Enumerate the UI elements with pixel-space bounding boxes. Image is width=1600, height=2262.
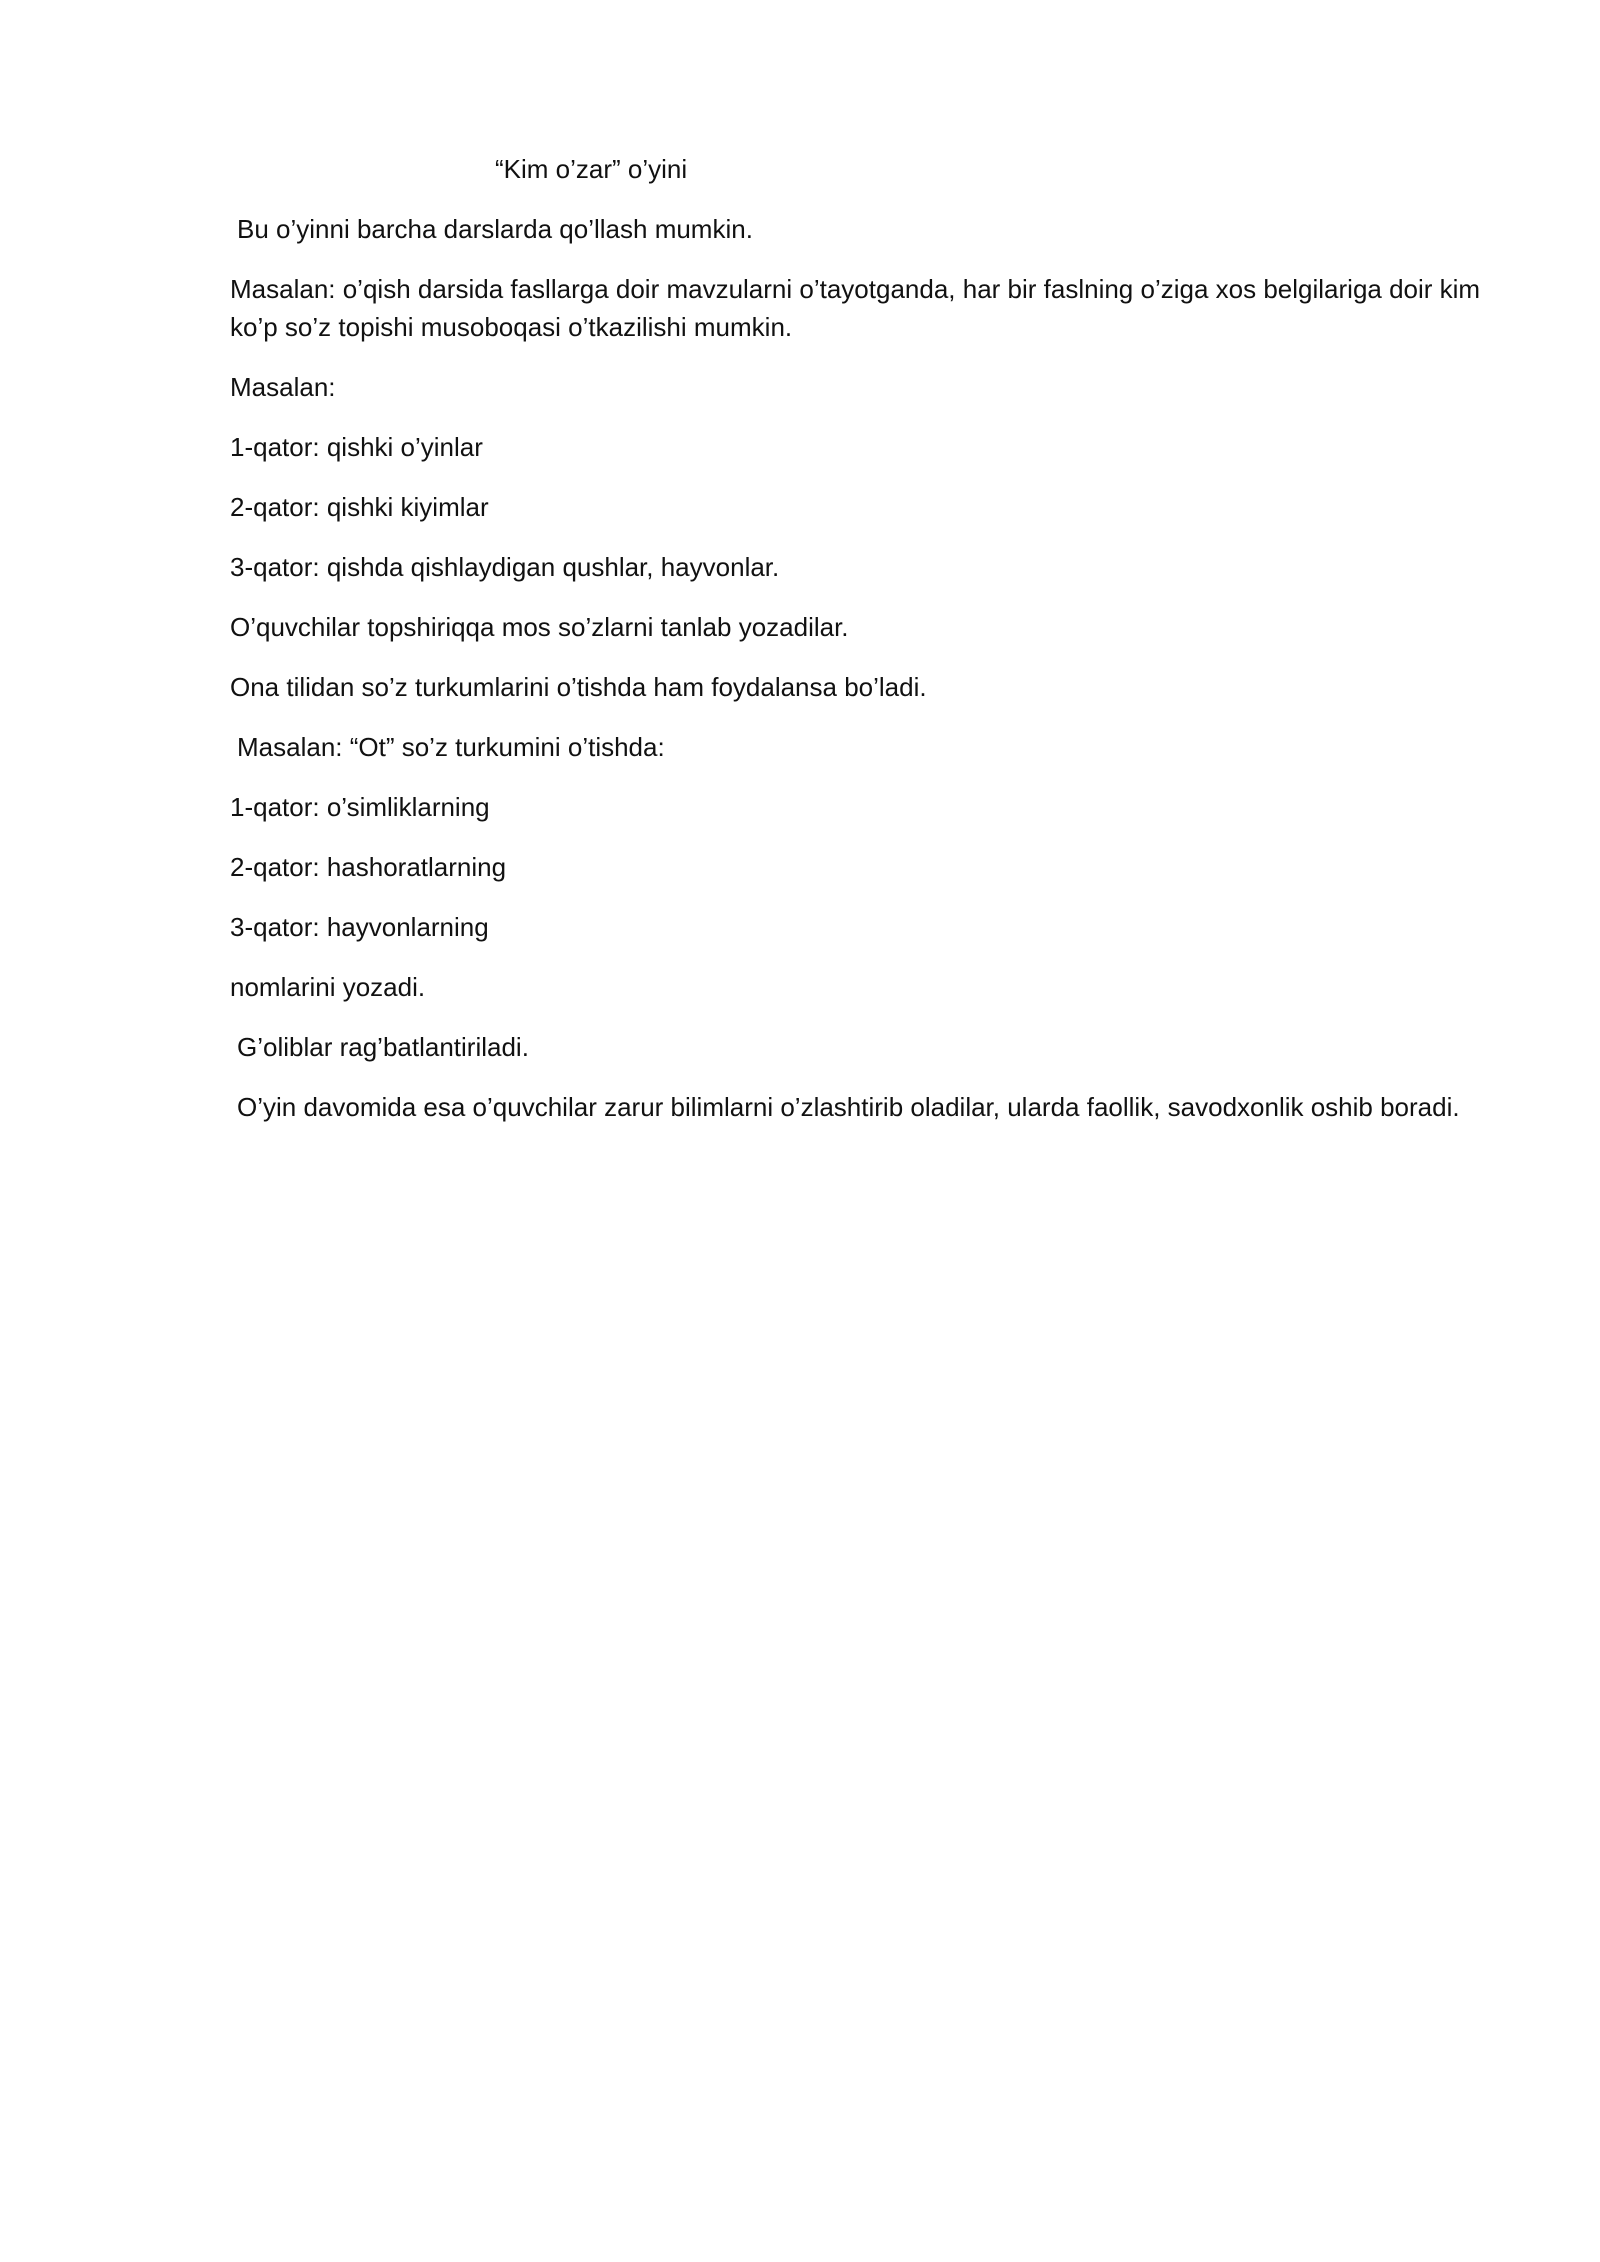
paragraph-row-3-winter-animals: 3-qator: qishda qishlaydigan qushlar, hayvonlar. [230,552,780,582]
paragraph-native-language: Ona tilidan so’z turkumlarini o’tishda ham foydalansa bo’ladi. [230,672,927,702]
paragraph-conclusion: O’yin davomida esa o’quvchilar zarur bilimlarni o’zlashtirib oladilar, ularda faollik, savodxonlik oshib boradi. [237,1092,1460,1122]
paragraph-row-2-insects: 2-qator: hashoratlarning [230,852,507,882]
paragraph-masalan: Masalan: [230,372,336,402]
paragraph-example-reading: Masalan: o’qish darsida fasllarga doir mavzularni o’tayotganda, har bir faslning o’ziga xos belgilariga doir kim ko’p so’z topishi musoboqasi o’tkazilishi mumkin. [230,274,1481,342]
document-title: “Kim o’zar” o’yini [495,154,688,184]
paragraph-row-1-winter-games: 1-qator: qishki o’yinlar [230,432,483,462]
paragraph-write-names: nomlarini yozadi. [230,972,426,1002]
paragraph-students-write: O’quvchilar topshiriqqa mos so’zlarni tanlab yozadilar. [230,612,849,642]
document-body [230,150,1500,1148]
paragraph-row-2-winter-clothes: 2-qator: qishki kiyimlar [230,492,489,522]
paragraph-ot-example: Masalan: “Ot” so’z turkumini o’tishda: [237,732,665,762]
paragraph-winners: G’oliblar rag’batlantiriladi. [237,1032,529,1062]
paragraph-row-3-animals: 3-qator: hayvonlarning [230,912,489,942]
paragraph-row-1-plants: 1-qator: o’simliklarning [230,792,490,822]
paragraph-intro: Bu o’yinni barcha darslarda qo’llash mumkin. [237,214,753,244]
